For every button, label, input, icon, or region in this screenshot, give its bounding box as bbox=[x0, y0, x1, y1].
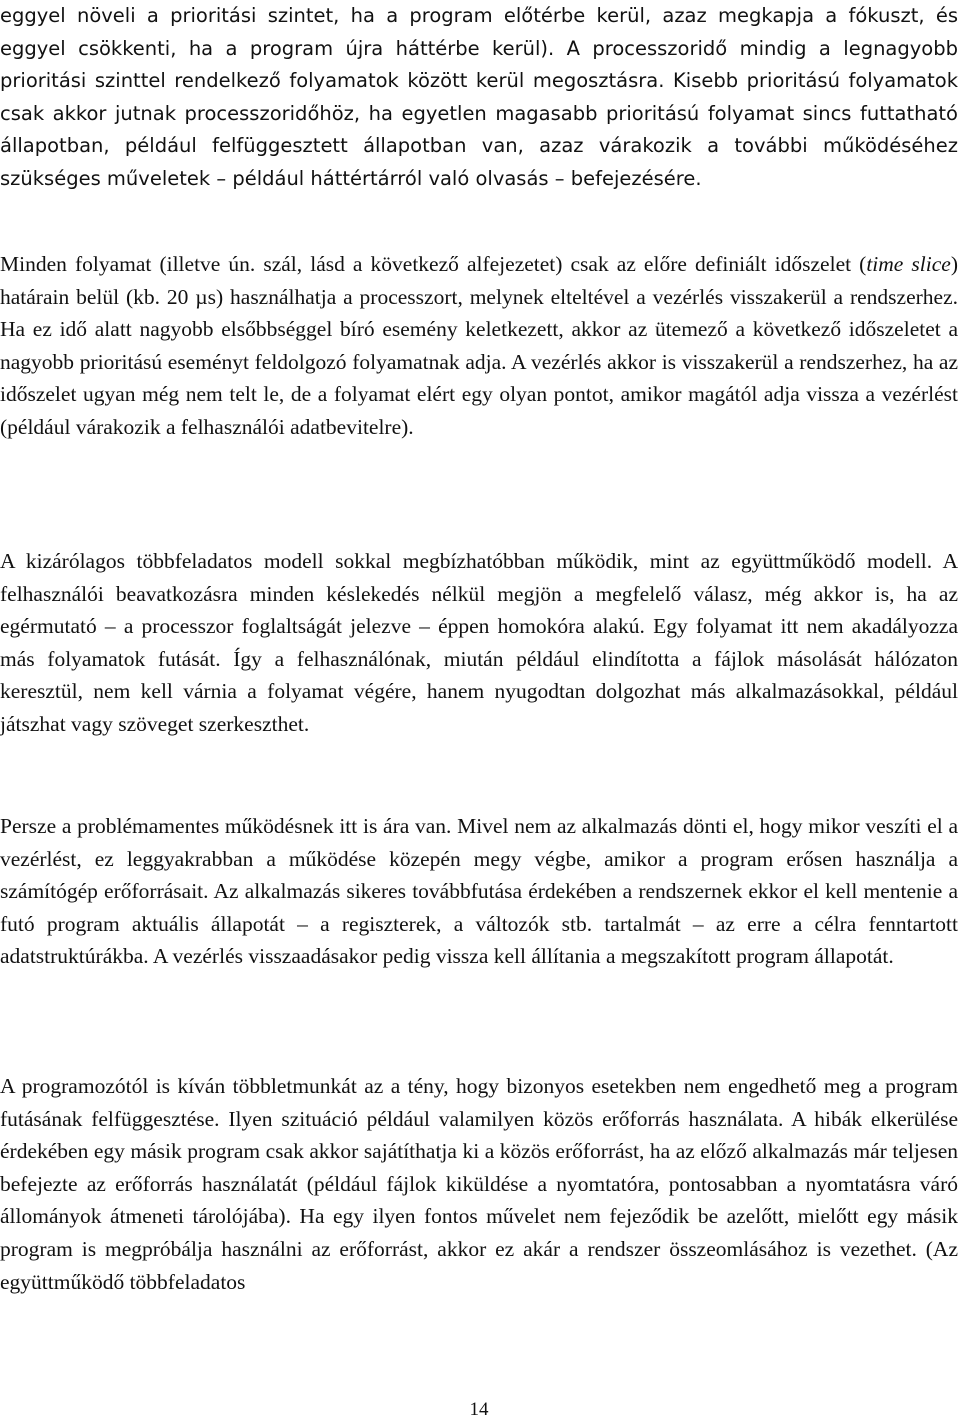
paragraph-3: A kizárólagos többfeladatos modell sokkal megbízhatóbban működik, mint az együttműködő modell. A felhasználói beavatkozásra minden késlekedés nélkül megjön a megfelelő válasz, még akkor is, ha az egérmutató – a processzor foglaltságát jelezve – éppen homokóra alakú. Egy folyamat itt nem akadályozza más folyamatok futását. Így a felhasználónak, miután például elindította a fájlok másolását hálózaton keresztül, nem kell várnia a folyamat végére, hanem nyugodtan dolgozhat más alkalmazásokkal, például játszhat vagy szöveget szerkeszthet. bbox=[0, 549, 958, 736]
paragraph-1: eggyel növeli a prioritási szintet, ha a program előtérbe kerül, azaz megkapja a fókuszt, és eggyel csökkenti, ha a program újra háttérbe kerül). A processzoridő mindig a legnagyobb prioritási szinttel rendelkező folyamatok között kerül megosztásra. Kisebb prioritású folyamatok csak akkor jutnak processzoridőhöz, ha egyetlen magasabb prioritású folyamat sincs futtatható állapotban, például felfüggesztett állapotban van, azaz várakozik a további működéséhez szükséges műveletek – például háttértárról való olvasás – befejezésére. bbox=[0, 4, 958, 190]
paragraph-2-start: Minden folyamat (illetve ún. szál, lásd a következő alfejezetet) csak az előre definiált időszelet ( bbox=[0, 252, 867, 276]
paragraph-5: A programozótól is kíván többletmunkát az a tény, hogy bizonyos esetekben nem engedhető meg a program futásának felfüggesztése. Ilyen szituáció például valamilyen közös erőforrás használata. A hibák elkerülése érdekében egy másik program csak akkor sajátíthatja ki a közös erőforrást, ha az előző alkalmazás már teljesen befejezte az erőforrás használatát (például fájlok kiküldése a nyomtatóra, pontosabban a nyomtatásra váró állományok átmeneti tárolójába). Ha egy ilyen fontos művelet nem fejeződik be azelőtt, mielőtt egy másik program is megpróbálja használni az erőforrást, akkor ez akár a rendszer összeomlásához is vezethet. (Az együttműködő többfeladatos bbox=[0, 1074, 958, 1294]
paragraph-2 bbox=[0, 248, 958, 444]
page-number: 14 bbox=[469, 1399, 489, 1420]
time-slice-term: time slice bbox=[866, 252, 951, 276]
paragraph-4: Persze a problémamentes működésnek itt is ára van. Mivel nem az alkalmazás dönti el, hogy mikor veszíti el a vezérlést, ez leggyakrabban a működése közepén megy végbe, amikor a program erősen használja a számítógép erőforrásait. Az alkalmazás sikeres továbbfutása érdekében a rendszernek ekkor el kell mentenie a futó program aktuális állapotát – a regiszterek, a változók stb. tartalmát – az erre a célra fenntartott adatstruktúrákba. A vezérlés visszaadásakor pedig vissza kell állítania a megszakított program állapotát. bbox=[0, 814, 958, 969]
paragraph-2-end: ) határain belül (kb. 20 µs) használhatja a processzort, melynek elteltével a vezérlés visszakerül a rendszerhez. Ha ez idő alatt nagyobb elsőbbséggel bíró esemény keletkezett, akkor az ütemező a következő időszeletet a nagyobb prioritású eseményt feldolgozó folyamatnak adja. A vezérlés akkor is visszakerül a rendszerhez, ha az időszelet ugyan még nem telt le, de a folyamat elért egy olyan pontot, amikor magától adja vissza a vezérlést (például várakozik a felhasználói adatbevitelre). bbox=[0, 252, 958, 439]
